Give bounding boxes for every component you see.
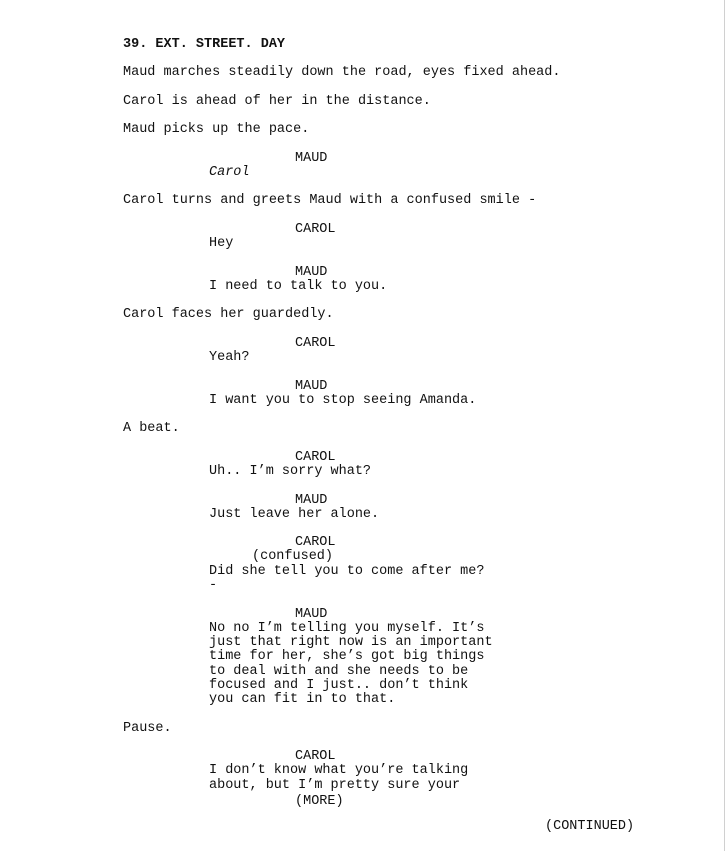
- action-line: Carol faces her guardedly.: [123, 307, 334, 322]
- action-line: Maud marches steadily down the road, eyes fixed ahead.: [123, 65, 561, 80]
- dialogue-line: to deal with and she needs to be: [209, 664, 469, 679]
- character-name: CAROL: [295, 222, 336, 237]
- more-marker: (MORE): [295, 794, 344, 809]
- dialogue-line: just that right now is an important: [209, 635, 493, 650]
- dialogue-line: Did she tell you to come after me?: [209, 564, 485, 579]
- dialogue-line: I need to talk to you.: [209, 279, 388, 294]
- dialogue-line: Carol: [209, 165, 250, 180]
- dialogue-line: I want you to stop seeing Amanda.: [209, 393, 477, 408]
- dialogue-line: you can fit in to that.: [209, 692, 396, 707]
- dialogue-line: about, but I’m pretty sure your: [209, 778, 461, 793]
- dialogue-line: -: [209, 578, 218, 593]
- parenthetical: (confused): [252, 549, 334, 564]
- character-name: CAROL: [295, 336, 336, 351]
- character-name: CAROL: [295, 450, 336, 465]
- action-line: Pause.: [123, 721, 172, 736]
- dialogue-line: I don’t know what you’re talking: [209, 763, 469, 778]
- dialogue-line: Hey: [209, 236, 234, 251]
- dialogue-line: Yeah?: [209, 350, 250, 365]
- action-line: Maud picks up the pace.: [123, 122, 310, 137]
- scene-heading: 39. EXT. STREET. DAY: [123, 37, 286, 52]
- character-name: MAUD: [295, 493, 328, 508]
- dialogue-line: focused and I just.. don’t think: [209, 678, 469, 693]
- character-name: MAUD: [295, 607, 328, 622]
- action-line: A beat.: [123, 421, 180, 436]
- action-line: Carol is ahead of her in the distance.: [123, 94, 431, 109]
- continued-marker: (CONTINUED): [545, 819, 635, 834]
- character-name: CAROL: [295, 535, 336, 550]
- dialogue-line: time for her, she’s got big things: [209, 649, 485, 664]
- character-name: CAROL: [295, 749, 336, 764]
- dialogue-line: Uh.. I’m sorry what?: [209, 464, 372, 479]
- character-name: MAUD: [295, 265, 328, 280]
- character-name: MAUD: [295, 379, 328, 394]
- dialogue-line: No no I’m telling you myself. It’s: [209, 621, 485, 636]
- action-line: Carol turns and greets Maud with a confused smile -: [123, 193, 537, 208]
- character-name: MAUD: [295, 151, 328, 166]
- dialogue-line: Just leave her alone.: [209, 507, 380, 522]
